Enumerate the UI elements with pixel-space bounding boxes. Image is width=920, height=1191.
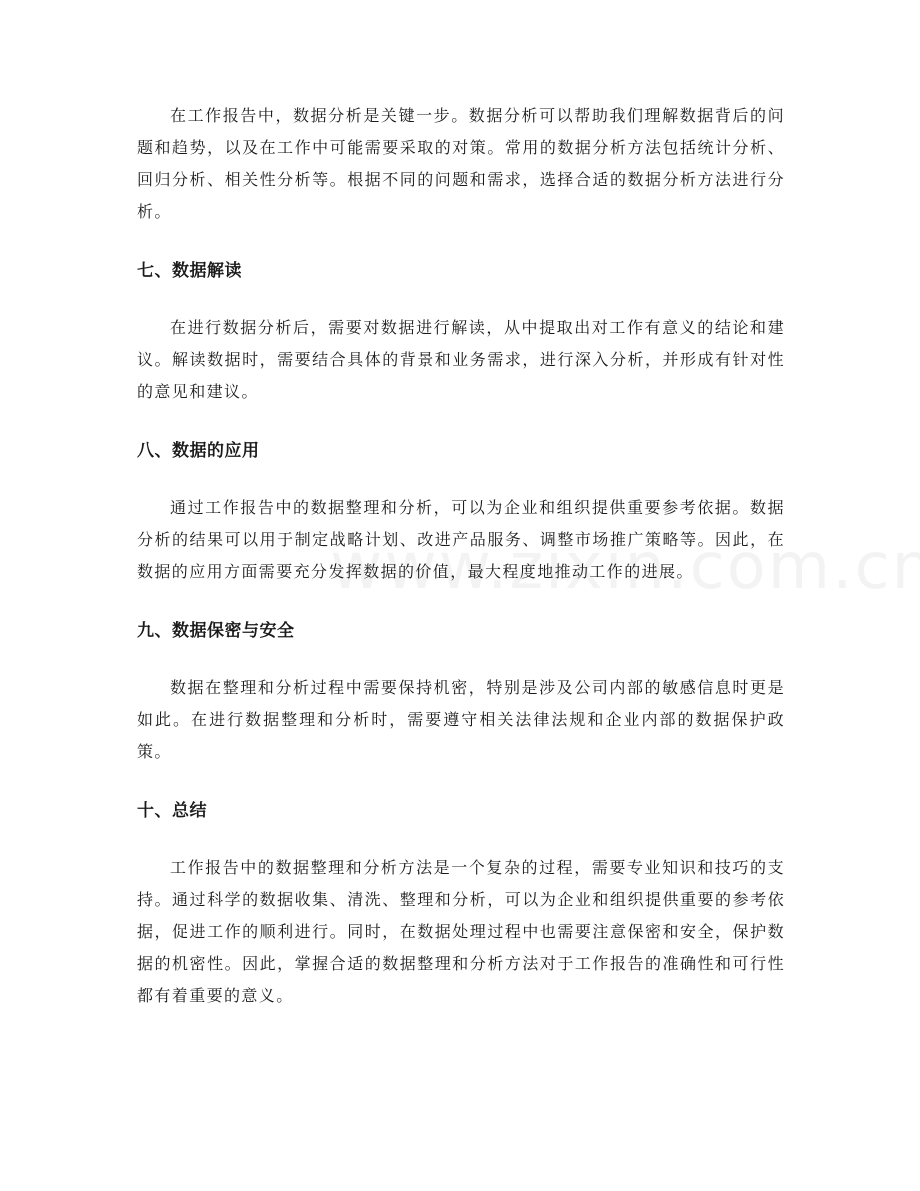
- document-body: [137, 100, 785, 1012]
- section-paragraph-7: 在进行数据分析后，需要对数据进行解读，从中提取出对工作有意义的结论和建议。解读数据时，需要结合具体的背景和业务需求，进行深入分析，并形成有针对性的意见和建议。: [137, 318, 785, 401]
- section-heading-9: 九、数据保密与安全: [137, 621, 295, 641]
- intro-paragraph: 在工作报告中，数据分析是关键一步。数据分析可以帮助我们理解数据背后的问题和趋势，以及在工作中可能需要采取的对策。常用的数据分析方法包括统计分析、回归分析、相关性分析等。根据不同的问题和需求，选择合适的数据分析方法进行分析。: [137, 106, 785, 221]
- section-paragraph-9: 数据在整理和分析过程中需要保持机密，特别是涉及公司内部的敏感信息时更是如此。在进行数据整理和分析时，需要遵守相关法律法规和企业内部的数据保护政策。: [137, 678, 785, 761]
- section-paragraph-8: 通过工作报告中的数据整理和分析，可以为企业和组织提供重要参考依据。数据分析的结果可以用于制定战略计划、改进产品服务、调整市场推广策略等。因此，在数据的应用方面需要充分发挥数据的价值，最大程度地推动工作的进展。: [137, 498, 785, 581]
- section-heading-8: 八、数据的应用: [137, 441, 260, 461]
- section-heading-7: 七、数据解读: [137, 261, 242, 281]
- section-paragraph-10: 工作报告中的数据整理和分析方法是一个复杂的过程，需要专业知识和技巧的支持。通过科学的数据收集、清洗、整理和分析，可以为企业和组织提供重要的参考依据，促进工作的顺利进行。同时，在数据处理过程中也需要注意保密和安全，保护数据的机密性。因此，掌握合适的数据整理和分析方法对于工作报告的准确性和可行性都有着重要的意义。: [137, 858, 785, 1005]
- section-heading-10: 十、总结: [137, 801, 207, 821]
